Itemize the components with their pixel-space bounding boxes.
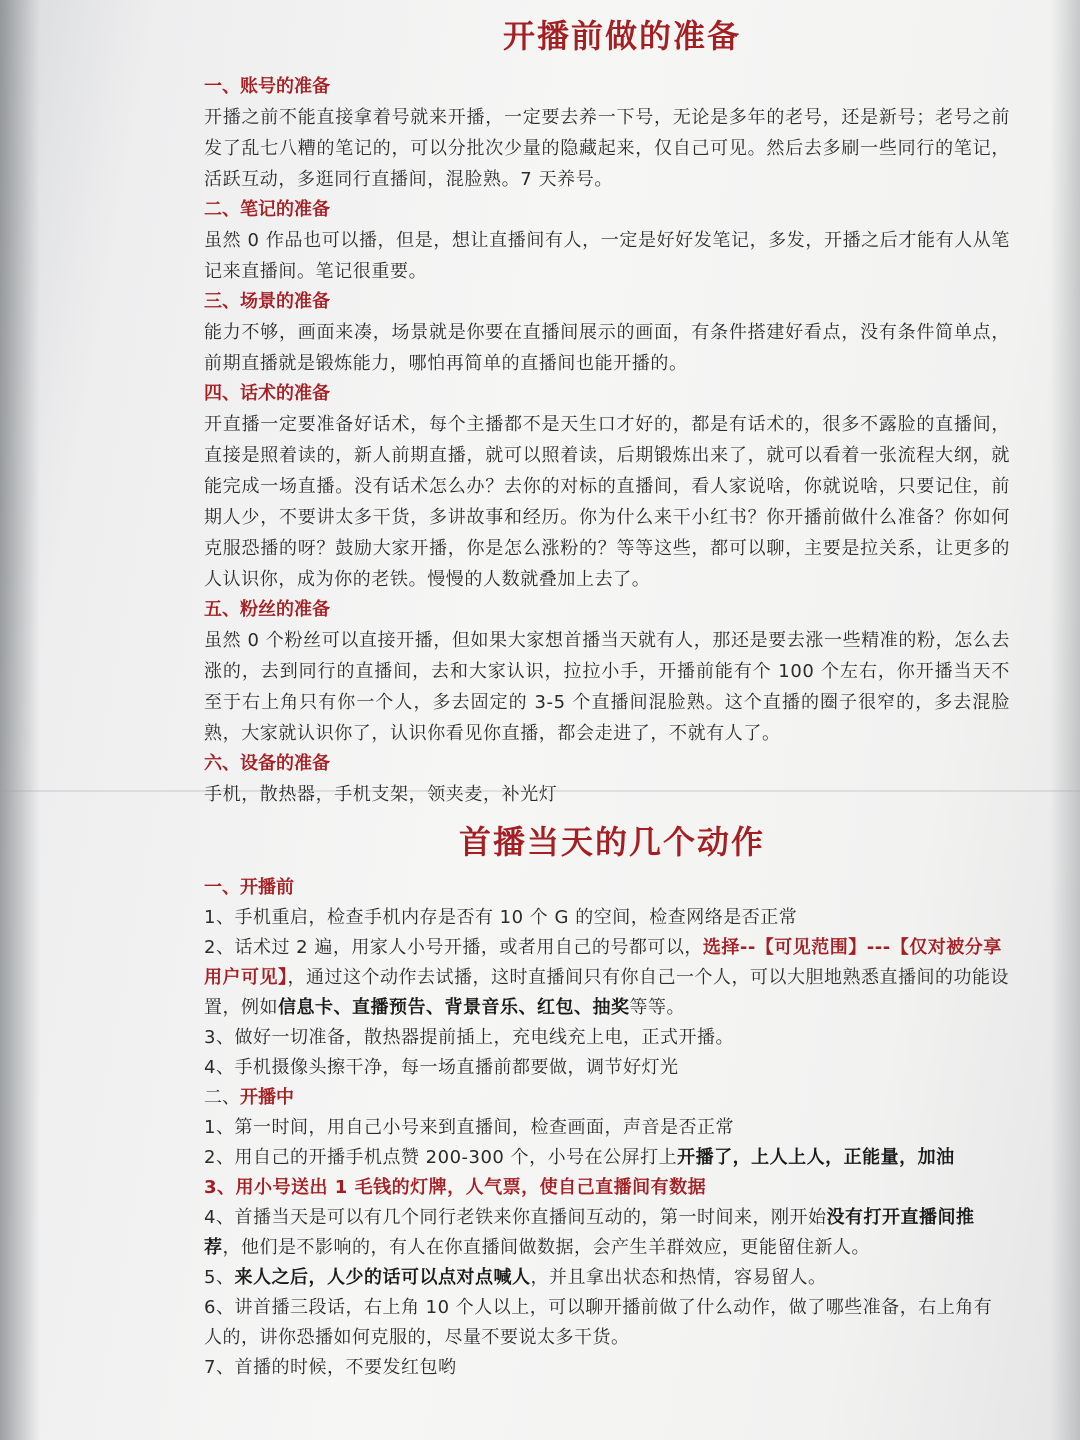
scene-text: 能力不够，画面来凑，场景就是你要在直播间展示的画面，有条件搭建好看点，没有条件简单点，前期直播就是锻炼能力，哪怕再简单的直播间也能开播的。	[204, 321, 1010, 374]
during-item-2	[204, 1143, 1010, 1173]
during-item-7: 7、首播的时候，不要发红包哟	[204, 1357, 457, 1379]
section1-block-notes	[204, 195, 1010, 287]
scene-heading: 三、场景的准备	[204, 290, 330, 312]
during-item-4-text-c: ，他们是不影响的，有人在你直播间做数据，会产生羊群效应，更能留住新人。	[222, 1237, 870, 1259]
during-item-1: 1、第一时间，用自己小号来到直播间，检查画面，声音是否正常	[204, 1117, 734, 1139]
script-heading: 四、话术的准备	[204, 382, 330, 404]
during-heading-text: 开播中	[240, 1087, 294, 1109]
left-edge-shadow	[0, 0, 40, 1440]
during-item-4-highlight: 没有打开直播间推荐	[204, 1207, 975, 1259]
fans-text: 虽然 0 个粉丝可以直接开播，但如果大家想首播当天就有人，那还是要去涨一些精准的粉，怎么去涨的，去到同行的直播间，去和大家认识，拉拉小手，开播前能有个 100 个左右，你开播当天不至于右上角只有你一个人，多去固定的 3-5 个直播间混脸熟。这个直播的圈子很窄的，多去混脸熟，大家就认识你了，认识你看见你直播，都会走进了，不就有人了。	[204, 629, 1010, 744]
account-text: 开播之前不能直接拿着号就来开播，一定要去养一下号，无论是多年的老号，还是新号；老号之前发了乱七八糟的笔记的，可以分批次少量的隐藏起来，仅自己可见。然后去多刷一些同行的笔记，活跃互动，多逛同行直播间，混脸熟。7 天养号。	[204, 106, 1010, 190]
during-item-6: 6、讲首播三段话，右上角 10 个人以上，可以聊开播前做了什么动作，做了哪些准备，右上角有人的，讲你恐播如何克服的，尽量不要说太多干货。	[204, 1297, 993, 1349]
during-item-2-text-a: 2、用自己的开播手机点赞 200-300 个，小号在公屏打上	[204, 1147, 678, 1169]
during-heading	[204, 1083, 1010, 1113]
right-edge-shadow	[1050, 0, 1080, 1440]
section1-block-script	[204, 379, 1010, 595]
during-item-2-highlight: 开播了，上人上人，正能量，加油	[677, 1147, 955, 1169]
before-item-2-text-a: 2、话术过 2 遍，用家人小号开播，或者用自己的号都可以，	[204, 937, 703, 959]
before-item-2-highlight-visibility: 选择--【可见范围】---【仅对被分享用户可见】	[204, 937, 1002, 989]
section2-title: 首播当天的几个动作	[458, 822, 765, 861]
section1-block-scene	[204, 287, 1010, 379]
section1-block-account	[204, 72, 1010, 195]
fans-heading: 五、粉丝的准备	[204, 598, 330, 620]
before-item-4: 4、手机摄像头擦干净，每一场直播前都要做，调节好灯光	[204, 1057, 679, 1079]
during-item-5-text-c: ，并且拿出状态和热情，容易留人。	[530, 1267, 827, 1289]
script-text: 开直播一定要准备好话术，每个主播都不是天生口才好的，都是有话术的，很多不露脸的直播间，直接是照着读的，新人前期直播，就可以照着读，后期锻炼出来了，就可以看着一张流程大纲，就能完成一场直播。没有话术怎么办？去你的对标的直播间，看人家说啥，你就说啥，只要记住，前期人少，不要讲太多干货，多讲故事和经历。你为什么来干小红书？你开播前做什么准备？你如何克服恐播的呀？鼓励大家开播，你是怎么涨粉的？等等这些，都可以聊，主要是拉关系，让更多的人认识你，成为你的老铁。慢慢的人数就叠加上去了。	[204, 413, 1010, 590]
before-item-1: 1、手机重启，检查手机内存是否有 10 个 G 的空间，检查网络是否正常	[204, 907, 798, 929]
before-item-2-highlight-features: 信息卡、直播预告、背景音乐、红包、抽奖	[278, 997, 630, 1019]
section1-block-equipment	[204, 749, 1010, 810]
section2-part-before	[204, 873, 1010, 1083]
notes-heading: 二、笔记的准备	[204, 198, 330, 220]
equipment-text: 手机，散热器，手机支架，领夹麦，补光灯	[204, 783, 558, 805]
before-item-2	[204, 933, 1010, 1023]
before-heading: 一、开播前	[204, 877, 294, 899]
account-heading: 一、账号的准备	[204, 75, 330, 97]
document-content	[204, 12, 1010, 1383]
during-heading-number: 二、	[204, 1087, 240, 1109]
before-item-2-text-c: ，通过这个动作去试播，这时直播间只有你自己一个人，可以大胆地熟悉直播间的功能设置，例如	[204, 967, 1009, 1019]
section1-title: 开播前做的准备	[502, 17, 741, 55]
during-item-5-number: 5、	[204, 1267, 235, 1289]
before-item-3: 3、做好一切准备，散热器提前插上，充电线充上电，正式开播。	[204, 1027, 734, 1049]
during-item-4-text-a: 4、首播当天是可以有几个同行老铁来你直播间互动的，第一时间来，刚开始	[204, 1207, 827, 1229]
notes-text: 虽然 0 作品也可以播，但是，想让直播间有人，一定是好好发笔记，多发，开播之后才能有人从笔记来直播间。笔记很重要。	[204, 229, 1010, 282]
section1-block-fans	[204, 595, 1010, 749]
equipment-heading: 六、设备的准备	[204, 752, 330, 774]
during-item-5	[204, 1263, 1010, 1293]
before-item-2-text-e: 等等。	[629, 997, 685, 1019]
during-item-5-highlight: 来人之后，人少的话可以点对点喊人	[234, 1267, 531, 1289]
during-item-4	[204, 1203, 1010, 1263]
during-item-3: 3、用小号送出 1 毛钱的灯牌，人气票，使自己直播间有数据	[204, 1177, 707, 1199]
section2-part-during	[204, 1083, 1010, 1383]
